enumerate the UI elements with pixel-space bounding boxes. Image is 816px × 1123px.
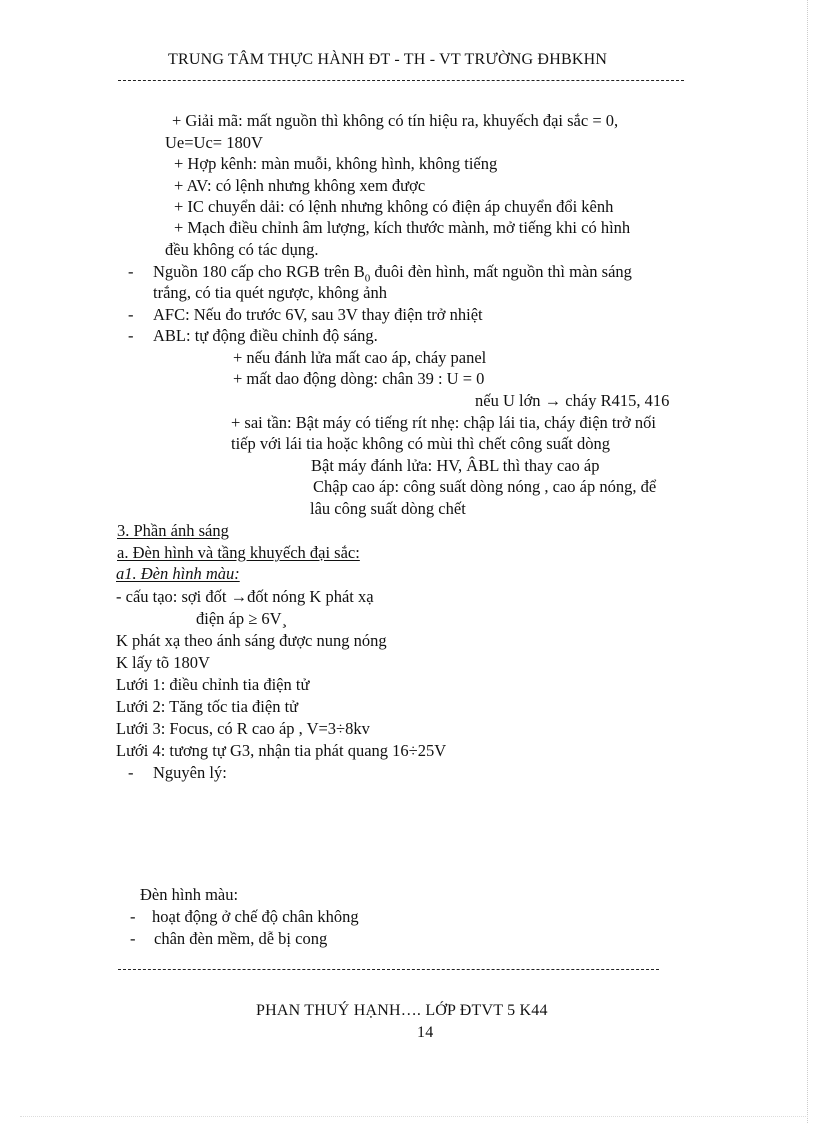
text-line: Lưới 3: Focus, có R cao áp , V=3÷8kv bbox=[116, 719, 370, 738]
subsection-heading: a. Đèn hình và tầng khuyếch đại sắc: bbox=[117, 543, 360, 562]
text-span: ¸ bbox=[281, 609, 288, 628]
text-line: + nếu đánh lửa mất cao áp, cháy panel bbox=[233, 348, 487, 367]
subsection-heading: a1. Đèn hình màu: bbox=[116, 564, 240, 583]
bullet-dash: - bbox=[130, 907, 136, 926]
text-line: trắng, có tia quét ngược, không ảnh bbox=[153, 283, 387, 302]
page-frame-bottom bbox=[20, 1116, 808, 1117]
text-line: AFC: Nếu đo trước 6V, sau 3V thay điện trở nhiệt bbox=[153, 305, 483, 324]
bullet-dash: - bbox=[130, 929, 136, 948]
text-line: Nguyên lý: bbox=[153, 763, 227, 782]
text-line: - cấu tạo: sợi đốt →đốt nóng K phát xạ bbox=[116, 587, 374, 606]
bullet-dash: - bbox=[128, 326, 134, 345]
text-line: + sai tần: Bật máy có tiếng rít nhẹ: chập lái tia, cháy điện trở nối bbox=[231, 413, 656, 432]
text-line: ABL: tự động điều chỉnh độ sáng. bbox=[153, 326, 378, 345]
text-line: hoạt động ở chế độ chân không bbox=[152, 907, 359, 926]
text-line bbox=[153, 262, 632, 285]
text-line: + mất dao động dòng: chân 39 : U = 0 bbox=[233, 369, 485, 388]
bullet-dash: - bbox=[128, 763, 134, 782]
text-line: + Hợp kênh: màn muỗi, không hình, không tiếng bbox=[174, 154, 498, 173]
text-line: K lấy tõ 180V bbox=[116, 653, 210, 672]
text-line bbox=[196, 609, 287, 629]
subscript: 0 bbox=[364, 272, 371, 285]
text-line: nếu U lớn → cháy R415, 416 bbox=[475, 391, 670, 410]
page-header: TRUNG TÂM THỰC HÀNH ĐT - TH - VT TRƯỜNG ĐHBKHN bbox=[168, 51, 608, 68]
text-line: + AV: có lệnh nhưng không xem được bbox=[174, 176, 426, 195]
text-line: Đèn hình màu: bbox=[140, 885, 239, 904]
text-span: điện áp ≥ 6V bbox=[196, 609, 282, 628]
bullet-dash: - bbox=[128, 262, 134, 281]
text-line: tiếp với lái tia hoặc không có mùi thì chết công suất dòng bbox=[231, 434, 610, 453]
text-line: chân đèn mềm, dễ bị cong bbox=[154, 929, 328, 948]
bullet-dash: - bbox=[128, 305, 134, 324]
text-span: Nguồn 180 cấp cho RGB trên B bbox=[153, 262, 365, 281]
text-line: K phát xạ theo ánh sáng được nung nóng bbox=[116, 631, 387, 650]
page-number: 14 bbox=[417, 1024, 434, 1041]
text-line: Ue=Uc= 180V bbox=[165, 133, 263, 152]
text-line: đều không có tác dụng. bbox=[165, 240, 319, 259]
section-heading: 3. Phần ánh sáng bbox=[117, 521, 229, 540]
header-divider bbox=[118, 80, 684, 81]
text-line: + IC chuyển dải: có lệnh nhưng không có điện áp chuyển đổi kênh bbox=[174, 197, 614, 216]
page-frame-right bbox=[807, 0, 808, 1123]
text-line: + Giải mã: mất nguồn thì không có tín hiệu ra, khuyếch đại sắc = 0, bbox=[172, 111, 619, 130]
text-line: Chập cao áp: công suất dòng nóng , cao áp nóng, để bbox=[313, 477, 657, 496]
text-line: Lưới 1: điều chỉnh tia điện tử bbox=[116, 675, 310, 694]
text-line: + Mạch điều chỉnh âm lượng, kích thước mành, mở tiếng khi có hình bbox=[174, 218, 631, 237]
text-line: lâu công suất dòng chết bbox=[310, 499, 466, 518]
text-line: Bật máy đánh lửa: HV, ÂBL thì thay cao áp bbox=[311, 456, 600, 475]
text-span: đuôi đèn hình, mất nguồn thì màn sáng bbox=[370, 262, 632, 281]
text-line: Lưới 2: Tăng tốc tia điện tử bbox=[116, 697, 299, 716]
text-line: Lưới 4: tương tự G3, nhận tia phát quang 16÷25V bbox=[116, 741, 447, 760]
footer-author: PHAN THUÝ HẠNH…. LỚP ĐTVT 5 K44 bbox=[256, 1002, 548, 1019]
footer-divider bbox=[118, 969, 659, 970]
